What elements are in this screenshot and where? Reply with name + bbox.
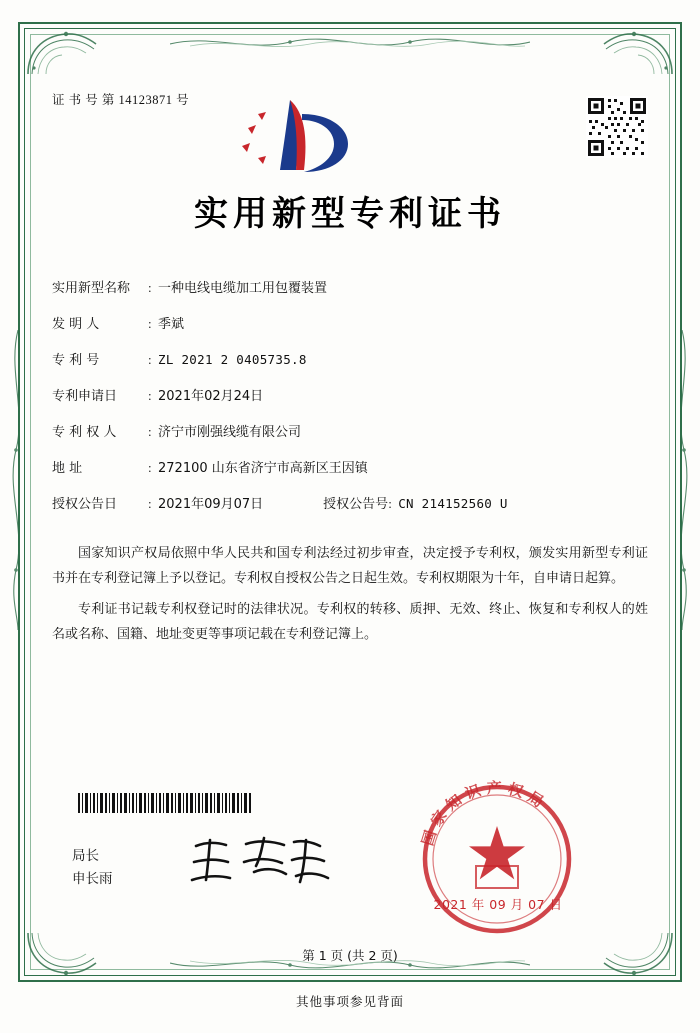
field-colon: : xyxy=(148,280,152,295)
field-colon: : xyxy=(148,496,152,511)
field-row-patentee xyxy=(52,425,648,439)
svg-text:国 家 知 识 产 权 局: 国 家 知 识 产 权 局 xyxy=(418,778,547,848)
footnote: 其他事项参见背面 xyxy=(295,994,404,1009)
page-indicator: 第 1 页 (共 2 页) xyxy=(302,948,398,963)
field-list xyxy=(52,281,648,511)
field-label: 专 利 权 人 xyxy=(52,425,117,440)
field-value: 济宁市刚强线缆有限公司 xyxy=(158,425,302,440)
field-colon: : xyxy=(148,388,152,403)
field-value: 一种电线电缆加工用包覆装置 xyxy=(158,281,328,296)
field-label: 地 址 xyxy=(52,461,83,476)
announcement-number-label: 授权公告号 xyxy=(323,497,389,512)
signature-name: 申长雨 xyxy=(72,871,113,887)
field-label: 实用新型名称 xyxy=(52,281,131,296)
certificate-number: 证 书 号 第 14123871 号 xyxy=(52,93,190,107)
field-row-patent-number xyxy=(52,353,648,367)
field-row-utility-model-name xyxy=(52,281,648,295)
corner-ornament-icon xyxy=(26,30,100,76)
field-label: 发 明 人 xyxy=(52,317,100,332)
announcement-number-group xyxy=(323,497,508,511)
signature-block xyxy=(72,845,113,891)
edge-flourish-icon xyxy=(170,32,530,54)
field-colon: : xyxy=(148,460,152,475)
field-label: 专利申请日 xyxy=(52,389,118,404)
field-colon: : xyxy=(148,352,152,367)
field-colon: : xyxy=(388,496,392,511)
edge-flourish-icon xyxy=(672,330,694,630)
field-row-address xyxy=(52,461,648,475)
seal-date: 2021 年 09 月 07 日 xyxy=(433,897,563,912)
paragraph-1: 国家知识产权局依照中华人民共和国专利法经过初步审查，决定授予专利权，颁发实用新型专利证书并在专利登记簿上予以登记。专利权自授权公告之日起生效。专利权期限为十年，自申请日起算。 xyxy=(52,546,648,586)
edge-flourish-icon xyxy=(6,330,28,630)
certificate-content xyxy=(52,90,648,653)
field-value: ZL 2021 2 0405735.8 xyxy=(158,352,307,367)
field-colon: : xyxy=(148,316,152,331)
paragraph-2: 专利证书记载专利权登记时的法律状况。专利权的转移、质押、无效、终止、恢复和专利权人的姓名或名称、国籍、地址变更等事项记载在专利登记簿上。 xyxy=(52,602,648,642)
announcement-date-value: 2021年09月07日 xyxy=(158,497,264,512)
field-value: 季斌 xyxy=(158,317,185,332)
field-value: 272100 山东省济宁市高新区王因镇 xyxy=(158,461,368,476)
signature-title: 局长 xyxy=(72,848,99,864)
barcode xyxy=(78,793,253,813)
field-row-inventor xyxy=(52,317,648,331)
field-row-announcement xyxy=(52,497,648,511)
field-colon: : xyxy=(148,424,152,439)
announcement-date-label: 授权公告日 xyxy=(52,497,118,512)
page-title: 实用新型专利证书 xyxy=(194,194,506,234)
handwritten-signature-icon xyxy=(186,832,336,892)
field-row-application-date xyxy=(52,389,648,403)
corner-ornament-icon xyxy=(600,30,674,76)
announcement-number-value: CN 214152560 U xyxy=(398,496,508,511)
official-seal xyxy=(408,770,586,948)
field-value: 2021年02月24日 xyxy=(158,389,264,404)
field-label: 专 利 号 xyxy=(52,353,100,368)
legal-text xyxy=(52,541,648,647)
